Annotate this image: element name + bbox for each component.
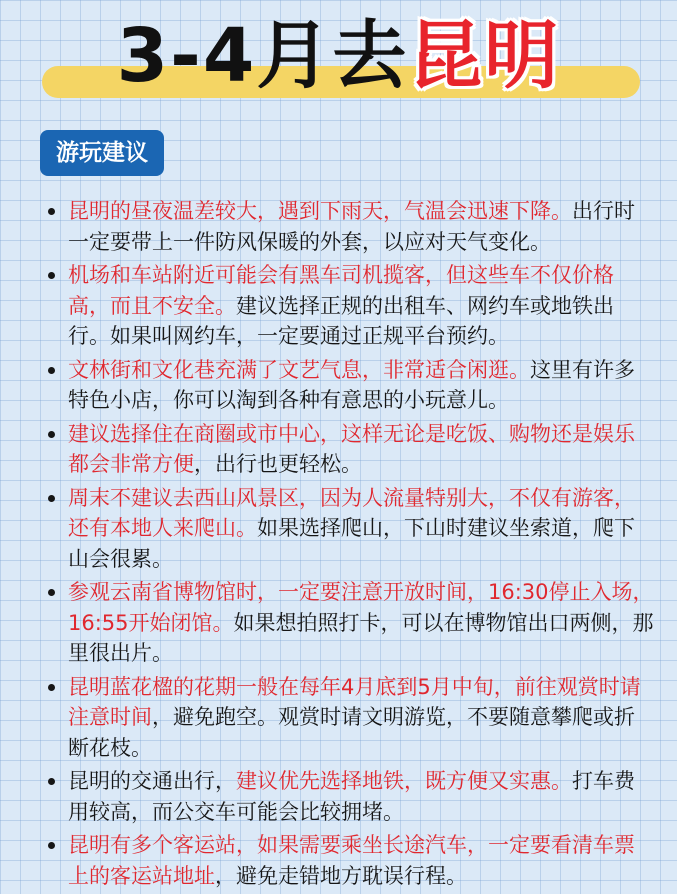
tip-text: 出行时一定要带上一件防风保暖的外套，以应对天气变化。 [68,199,635,254]
title-part-1: 3-4月去 [116,13,409,99]
list-item [45,355,655,416]
tip-text: ，避免跑空。观赏时请文明游览，不要随意攀爬或折断花枝。 [68,705,635,760]
title-part-2: 昆明 [408,13,561,99]
list-item [45,766,655,827]
list-item [45,419,655,480]
list-item [45,830,655,891]
tip-text-lead: 昆明的交通出行， [68,769,236,793]
list-item [45,577,655,669]
tip-text: 如果选择爬山，下山时建议坐索道，爬下山会很累。 [68,516,635,571]
tip-highlight: 建议选择住在商圈或市中心，这样无论是吃饭、购物还是娱乐都会非常方便 [68,421,635,476]
tip-highlight: 机场和车站附近可能会有黑车司机揽客，但这些车不仅价格高，而且不安全。 [68,263,614,318]
list-item [45,672,655,764]
section-label: 游玩建议 [40,130,164,176]
tip-text: 这里有许多特色小店，你可以淘到各种有意思的小玩意儿。 [68,357,635,412]
title-banner [0,0,677,118]
tip-highlight: 参观云南省博物馆时，一定要注意开放时间，16:30停止入场，16:55开始闭馆。 [68,580,654,635]
list-item [45,260,655,352]
page-title [0,12,677,100]
tip-text: 如果想拍照打卡，可以在博物馆出口两侧，那里很出片。 [68,610,654,665]
tip-highlight: 建议优先选择地铁，既方便又实惠。 [236,769,572,793]
tips-list [45,196,655,894]
tip-highlight: 昆明的昼夜温差较大，遇到下雨天，气温会迅速下降。 [68,199,572,223]
tip-text: ，避免走错地方耽误行程。 [215,863,467,888]
tip-highlight: 昆明蓝花楹的花期一般在每年4月底到5月中旬，前往观赏时请注意时间 [68,674,641,729]
tip-text: 建议选择正规的出租车、网约车或地铁出行。如果叫网约车，一定要通过正规平台预约。 [68,293,614,348]
tip-highlight: 文林街和文化巷充满了文艺气息，非常适合闲逛。 [68,357,530,382]
tip-highlight: 周末不建议去西山风景区，因为人流量特别大，不仅有游客，还有本地人来爬山。 [68,485,635,540]
tip-highlight: 昆明有多个客运站，如果需要乘坐长途汽车，一定要看清车票上的客运站地址 [68,833,635,888]
list-item [45,196,655,257]
tip-text: ，出行也更轻松。 [194,452,362,476]
list-item [45,483,655,575]
tip-text: 打车费用较高，而公交车可能会比较拥堵。 [68,769,635,824]
